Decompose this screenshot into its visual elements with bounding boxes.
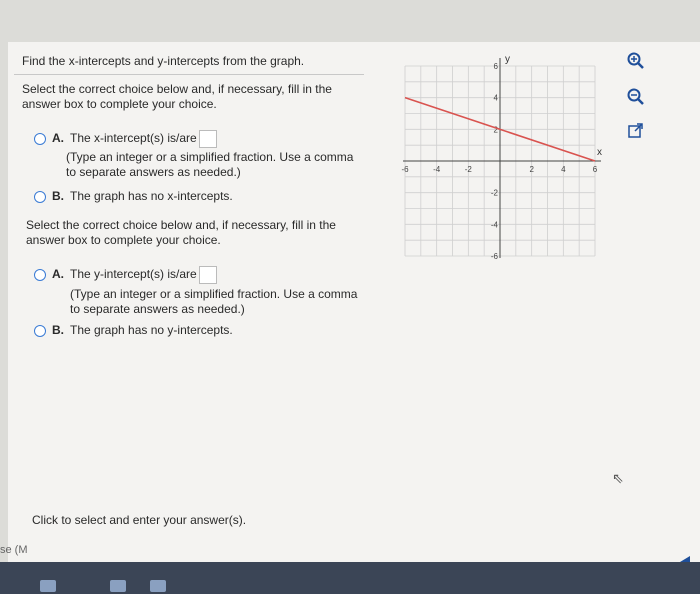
y-tick-label: -4: [490, 220, 498, 230]
y-tick-label: 6: [493, 62, 498, 71]
instruction-y: Select the correct choice below and, if necessary, fill in the answer box to complete your choice.: [26, 218, 336, 247]
zoom-out-button[interactable]: [625, 86, 647, 108]
y-tick-label: 4: [493, 93, 498, 103]
popout-icon: [627, 122, 645, 140]
x-tick-label: 4: [561, 165, 566, 174]
radio-y-a[interactable]: [34, 269, 46, 281]
x-intercept-input[interactable]: [199, 130, 217, 148]
zoom-out-icon: [626, 87, 646, 107]
x-tick-label: -4: [433, 165, 441, 174]
x-axis-label: x: [597, 147, 602, 158]
radio-x-b[interactable]: [34, 191, 46, 203]
y-option-a-hint: (Type an integer or a simplified fraction. Use a comma to separate answers as needed.): [70, 287, 358, 316]
taskbar-app-icon[interactable]: [110, 580, 126, 592]
x-tick-label: 2: [529, 165, 534, 174]
y-tick-label: 2: [493, 125, 498, 135]
radio-x-a[interactable]: [34, 133, 46, 145]
x-option-a-hint: (Type an integer or a simplified fraction. Use a comma to separate answers as needed.): [66, 150, 354, 179]
x-option-b[interactable]: B. The graph has no x-intercepts.: [34, 188, 233, 204]
mouse-cursor-icon: ⇖: [612, 470, 624, 486]
x-option-a[interactable]: A. The x-intercept(s) is/are: [34, 130, 217, 148]
left-panel-stub: se (M: [0, 544, 28, 556]
y-axis-label: y: [505, 54, 510, 65]
taskbar: [0, 562, 700, 594]
y-intercept-input[interactable]: [199, 266, 217, 284]
axes: [403, 58, 601, 258]
y-option-a[interactable]: A. The y-intercept(s) is/are: [34, 266, 217, 284]
x-tick-label: -6: [401, 165, 409, 174]
x-tick-label: -2: [464, 165, 472, 174]
x-tick-label: 6: [592, 165, 598, 174]
taskbar-app-icon[interactable]: [40, 580, 56, 592]
taskbar-app-icon[interactable]: [150, 580, 166, 592]
coordinate-graph: [395, 52, 610, 272]
zoom-in-button[interactable]: [625, 50, 647, 72]
divider: [14, 74, 364, 75]
question-prompt: Find the x-intercepts and y-intercepts from the graph.: [22, 54, 305, 68]
y-tick-label: -6: [490, 252, 498, 261]
y-tick-label: -2: [490, 188, 498, 198]
footer-instruction: Click to select and enter your answer(s).: [32, 513, 247, 527]
y-option-b[interactable]: B. The graph has no y-intercepts.: [34, 322, 233, 338]
instruction-x: Select the correct choice below and, if necessary, fill in the answer box to complete your choice.: [22, 82, 332, 111]
radio-y-b[interactable]: [34, 325, 46, 337]
zoom-in-icon: [626, 51, 646, 71]
popout-button[interactable]: [625, 120, 647, 142]
